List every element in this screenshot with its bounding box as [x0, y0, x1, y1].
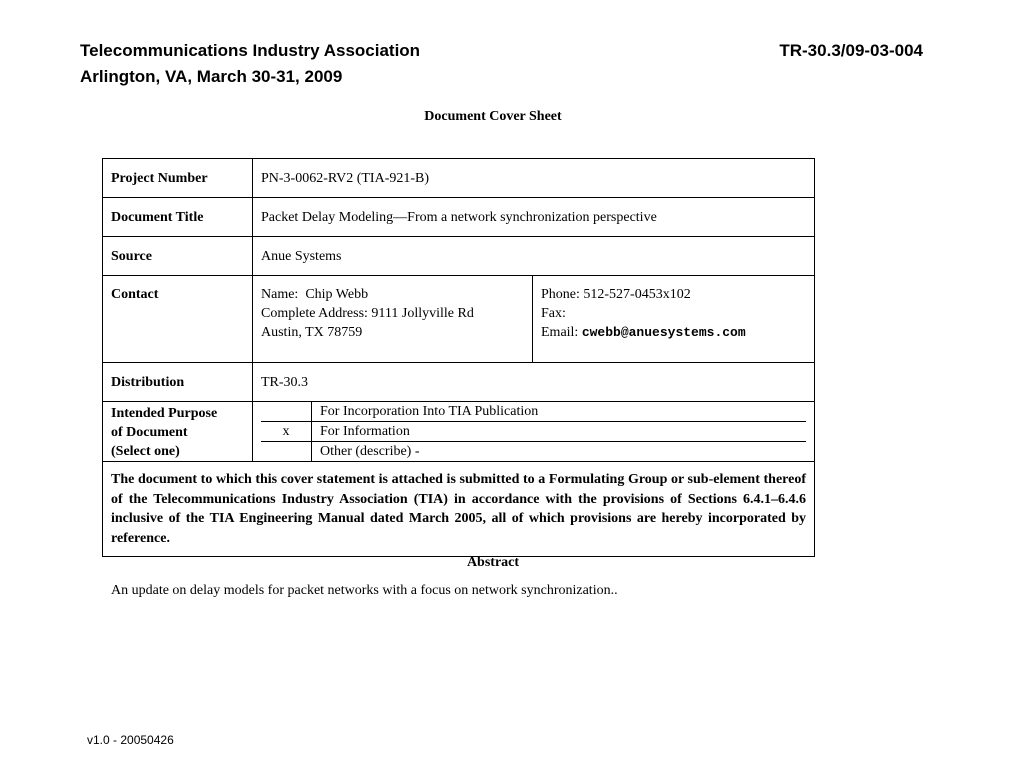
purpose-option-row: [261, 402, 806, 422]
purpose-option-checkbox[interactable]: [261, 402, 312, 422]
intended-purpose-options: [253, 402, 815, 462]
contact-label: Contact: [103, 276, 253, 363]
cover-sheet-table: [102, 158, 815, 557]
contact-fax: Fax:: [541, 306, 566, 321]
statement-row: [103, 462, 815, 557]
footer-version: v1.0 - 20050426: [87, 733, 174, 747]
source-value: Anue Systems: [253, 237, 815, 276]
abstract-heading: Abstract: [466, 555, 520, 570]
source-row: [103, 237, 815, 276]
organization-name: Telecommunications Industry Association: [80, 41, 421, 60]
purpose-option-row: [261, 442, 806, 462]
contact-email-line: [541, 323, 806, 342]
purpose-option-text: Other (describe) -: [320, 444, 420, 459]
contact-city: Austin, TX 78759: [261, 325, 363, 340]
submission-statement: The document to which this cover statement is attached is submitted to a Formulating Group or sub-element thereof of the Telecommunications Industry Association (TIA) in accordance with the provisions of Sections 6.4.1–6.4.6 inclusive of the TIA Engineering Manual dated March 2005, all of which provisions are hereby incorporated by reference.: [103, 462, 815, 557]
project-number-label: Project Number: [103, 159, 253, 198]
distribution-value: TR-30.3: [253, 363, 815, 402]
document-code: TR-30.3/09-03-004: [779, 41, 923, 60]
contact-email-label: Email:: [541, 325, 582, 340]
purpose-option-text: For Incorporation Into TIA Publication: [312, 402, 807, 422]
source-label: Source: [103, 237, 253, 276]
meeting-location-date: Arlington, VA, March 30-31, 2009: [80, 67, 343, 86]
contact-name: Name: Chip Webb: [261, 287, 369, 302]
purpose-options-table: [261, 402, 806, 461]
contact-phone: Phone: 512-527-0453x102: [541, 287, 691, 302]
purpose-option-text: For Information: [312, 422, 807, 442]
purpose-option-row: [261, 422, 806, 442]
distribution-label: Distribution: [103, 363, 253, 402]
contact-row: [103, 276, 815, 363]
document-title-value: Packet Delay Modeling—From a network synchronization perspective: [253, 198, 815, 237]
intended-purpose-row: [103, 402, 815, 462]
project-number-value: PN-3-0062-RV2 (TIA-921-B): [253, 159, 815, 198]
intended-purpose-label-line3: (Select one): [111, 444, 180, 459]
contact-address: Complete Address: 9111 Jollyville Rd: [261, 306, 474, 321]
document-title-row: [103, 198, 815, 237]
intended-purpose-label: [103, 402, 253, 462]
abstract-text: An update on delay models for packet networks with a focus on network synchronization..: [111, 583, 618, 598]
project-number-row: [103, 159, 815, 198]
purpose-option-checkbox[interactable]: [261, 442, 312, 462]
document-title-label: Document Title: [103, 198, 253, 237]
intended-purpose-label-line1: Intended Purpose: [111, 406, 218, 421]
intended-purpose-label-line2: of Document: [111, 425, 188, 440]
contact-phone-cell: [533, 276, 815, 363]
purpose-option-checkbox[interactable]: x: [261, 422, 312, 442]
contact-email[interactable]: cwebb@anuesystems.com: [581, 325, 746, 340]
distribution-row: [103, 363, 815, 402]
contact-address-cell: [253, 276, 533, 363]
cover-sheet-title: Document Cover Sheet: [424, 109, 562, 124]
